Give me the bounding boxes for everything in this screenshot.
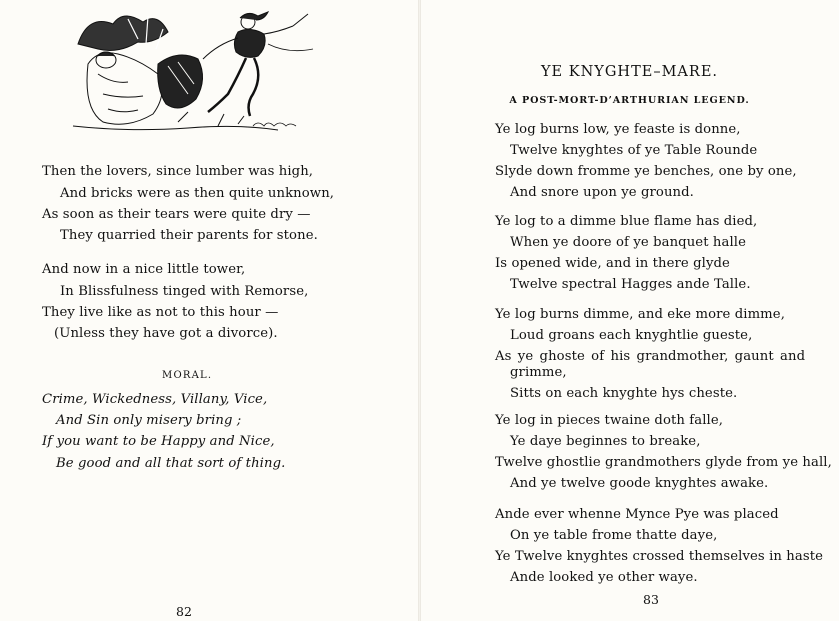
right-stanza3-line4: Sitts on each knyghte hys cheste. — [510, 386, 738, 401]
poem-title: YE KNYGHTE–MARE. — [540, 64, 719, 80]
right-stanza3-line3: As ye ghoste of his grandmother, gaunt and — [495, 349, 806, 364]
left-stanza1-line4: They quarried their parents for stone. — [60, 228, 318, 243]
right-stanza5-line3: Ye Twelve knyghtes crossed themselves in haste — [495, 549, 824, 564]
page-number-left: 82 — [176, 604, 192, 619]
right-stanza4-line3: Twelve ghostlie grandmothers glyde from ye hall, — [495, 455, 832, 470]
moral-line3: If you want to be Happy and Nice, — [42, 434, 275, 449]
moral-heading: MORAL. — [162, 370, 213, 381]
right-stanza4-line1: Ye log in pieces twaine doth falle, — [495, 413, 724, 428]
right-stanza5-line1: Ande ever whenne Mynce Pye was placed — [495, 507, 779, 522]
right-stanza4-line2: Ye daye beginnes to breake, — [510, 434, 701, 449]
moral-line1: Crime, Wickedness, Villany, Vice, — [42, 392, 268, 407]
right-stanza3-line3-cont: grimme, — [510, 365, 567, 380]
right-stanza1-line1: Ye log burns low, ye feaste is donne, — [495, 122, 741, 137]
left-stanza2-line3: They live like as not to this hour — — [42, 305, 279, 320]
left-stanza2-line2: In Blissfulness tinged with Remorse, — [60, 284, 309, 299]
left-stanza1-line1: Then the lovers, since lumber was high, — [42, 164, 314, 179]
right-stanza5-line4: Ande looked ye other waye. — [510, 570, 698, 585]
moral-line4: Be good and all that sort of thing. — [56, 456, 286, 471]
right-stanza3-line1: Ye log burns dimme, and eke more dimme, — [495, 307, 785, 322]
moral-line2: And Sin only misery bring ; — [56, 413, 242, 428]
poem-subtitle: A POST-MORT-D’ARTHURIAN LEGEND. — [509, 95, 750, 106]
right-stanza2-line1: Ye log to a dimme blue flame has died, — [495, 214, 758, 229]
right-stanza2-line4: Twelve spectral Hagges ande Talle. — [510, 277, 751, 292]
left-page — [0, 0, 419, 621]
left-stanza2-line4: (Unless they have got a divorce). — [54, 326, 278, 341]
left-stanza1-line3: As soon as their tears were quite dry — — [42, 207, 311, 222]
right-stanza5-line2: On ye table frome thatte daye, — [510, 528, 718, 543]
right-page — [420, 0, 839, 621]
left-stanza1-line2: And bricks were as then quite unknown, — [60, 186, 335, 201]
page-number-right: 83 — [643, 592, 659, 607]
right-stanza4-line4: And ye twelve goode knyghtes awake. — [510, 476, 769, 491]
right-stanza1-line2: Twelve knyghtes of ye Table Rounde — [510, 143, 758, 158]
fairy-illustration — [68, 4, 318, 134]
right-stanza1-line4: And snore upon ye ground. — [510, 185, 694, 200]
right-stanza2-line3: Is opened wide, and in there glyde — [495, 256, 730, 271]
right-stanza3-line2: Loud groans each knyghtlie gueste, — [510, 328, 753, 343]
left-stanza2-line1: And now in a nice little tower, — [42, 262, 246, 277]
right-stanza2-line2: When ye doore of ye banquet halle — [510, 235, 746, 250]
right-stanza1-line3: Slyde down fromme ye benches, one by one, — [495, 164, 797, 179]
